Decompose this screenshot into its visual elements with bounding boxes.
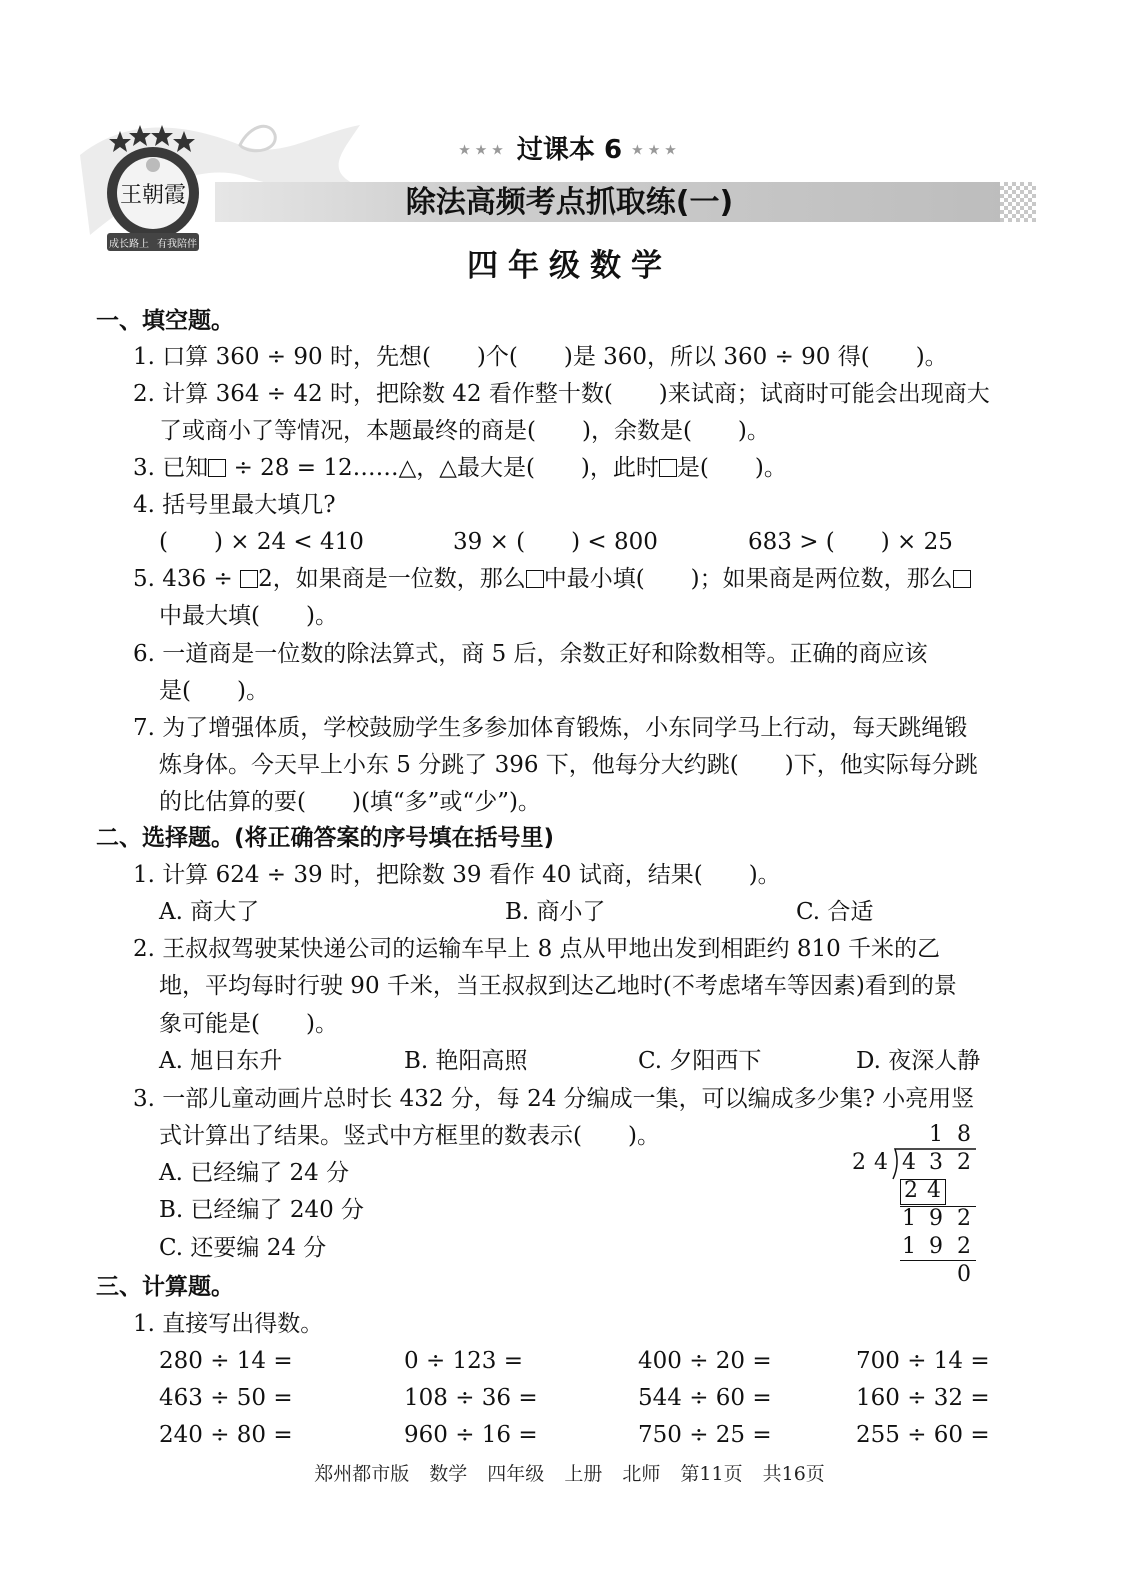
s2-question-2-line-1: 2. 王叔叔驾驶某快递公司的运输车早上 8 点从甲地出发到相距约 810 千米的乙: [133, 936, 941, 962]
long-division: [840, 1122, 990, 1292]
s1-question-4: 4. 括号里最大填几?: [133, 492, 336, 518]
calc-item: 160 ÷ 32 =: [856, 1385, 990, 1411]
logo-text: 王朝霞: [119, 182, 187, 207]
page-title: 除法高频考点抓取练(一): [405, 185, 734, 220]
s2-q2-option-a: A. 旭日东升: [159, 1048, 283, 1074]
dividend-digit: 4: [902, 1150, 916, 1175]
s1-question-7-line-1: 7. 为了增强体质，学校鼓励学生多参加体育锻炼，小东同学马上行动，每天跳绳锻: [133, 715, 968, 741]
s2-question-2-line-3: 象可能是( )。: [159, 1011, 338, 1037]
s2-q3-option-b: B. 已经编了 240 分: [159, 1197, 365, 1223]
star-icon: ★★★: [631, 142, 681, 159]
s2-q1-option-c: C. 合适: [796, 899, 874, 925]
s1-question-4-item-a: ( ) × 24 < 410: [159, 529, 364, 555]
s2-q2-option-d: D. 夜深人静: [856, 1048, 981, 1074]
dividend-digit: 3: [929, 1150, 943, 1175]
s2-q3-option-c: C. 还要编 24 分: [159, 1235, 327, 1261]
grade-subject: 四年级数学: [467, 248, 672, 284]
calc-item: 700 ÷ 14 =: [856, 1348, 990, 1374]
calc-item: 0 ÷ 123 =: [404, 1348, 524, 1374]
step-digit: 9: [929, 1206, 943, 1231]
series-label: ★★★ 过课本 6 ★★★: [458, 135, 681, 165]
blank-square-icon: [953, 570, 971, 588]
section-1-heading: 一、填空题。: [96, 308, 234, 334]
quotient-digit: 1: [929, 1122, 943, 1147]
star-icon: ★★★: [458, 142, 508, 159]
division-rule: [900, 1260, 976, 1261]
calc-item: 960 ÷ 16 =: [404, 1422, 538, 1448]
blank-square-icon: [526, 570, 544, 588]
blank-square-icon: [659, 459, 677, 477]
calc-item: 108 ÷ 36 =: [404, 1385, 538, 1411]
s1-question-5-line-2: 中最大填( )。: [159, 603, 338, 629]
s2-question-1: 1. 计算 624 ÷ 39 时，把除数 39 看作 40 试商，结果( )。: [133, 862, 781, 888]
s1-question-5-line-1: 5. 436 ÷ 2，如果商是一位数，那么 中最小填( )；如果商是两位数，那么: [133, 565, 971, 593]
s2-q2-option-c: C. 夕阳西下: [638, 1048, 762, 1074]
s1-question-4-item-c: 683 > ( ) × 25: [748, 529, 953, 555]
calc-item: 544 ÷ 60 =: [638, 1385, 772, 1411]
s2-q2-option-b: B. 艳阳高照: [404, 1048, 528, 1074]
step-digit: 2: [957, 1206, 971, 1231]
calc-item: 400 ÷ 20 =: [638, 1348, 772, 1374]
s1-question-2-line-1: 2. 计算 364 ÷ 42 时，把除数 42 看作整十数( )来试商；试商时可能会出现商大: [133, 381, 990, 407]
s1-question-7-line-3: 的比估算的要( )(填“多”或“少”)。: [159, 789, 541, 815]
step-digit: 2: [957, 1234, 971, 1259]
step-digit: 9: [929, 1234, 943, 1259]
step-digit: 2: [904, 1178, 918, 1203]
page-footer: 郑州都市版 数学 四年级 上册 北师 第11页 共16页: [314, 1463, 825, 1485]
calc-item: 255 ÷ 60 =: [856, 1422, 990, 1448]
s2-q1-option-b: B. 商小了: [505, 899, 606, 925]
svg-text:成长路上: 成长路上: [109, 239, 149, 250]
step-digit: 4: [927, 1178, 941, 1203]
s2-q1-option-a: A. 商大了: [159, 899, 260, 925]
s1-question-1: 1. 口算 360 ÷ 90 时，先想( )个( )是 360，所以 360 ÷ 90 得( )。: [133, 344, 948, 370]
blank-square-icon: [208, 459, 226, 477]
dividend-digit: 2: [957, 1150, 971, 1175]
divisor-digit: 4: [874, 1150, 888, 1175]
s1-question-2-line-2: 了或商小了等情况，本题最终的商是( )，余数是( )。: [159, 418, 770, 444]
divisor-digit: 2: [852, 1150, 866, 1175]
s1-question-6-line-2: 是( )。: [159, 678, 269, 704]
s1-question-3: 3. 已知 ÷ 28 = 12……△，△最大是( )，此时 是( )。: [133, 455, 787, 481]
s2-q3-option-a: A. 已经编了 24 分: [159, 1160, 350, 1186]
s2-question-3-line-1: 3. 一部儿童动画片总时长 432 分，每 24 分编成一集，可以编成多少集? 小亮用竖: [133, 1086, 975, 1112]
calc-item: 280 ÷ 14 =: [159, 1348, 293, 1374]
s2-question-2-line-2: 地，平均每时行驶 90 千米，当王叔叔到达乙地时(不考虑堵车等因素)看到的景: [159, 973, 957, 999]
s1-question-7-line-2: 炼身体。今天早上小东 5 分跳了 396 下，他每分大约跳( )下，他实际每分跳: [159, 752, 978, 778]
s3-question-1: 1. 直接写出得数。: [133, 1311, 324, 1337]
section-2-heading: 二、选择题。(将正确答案的序号填在括号里): [96, 825, 555, 851]
s1-question-6-line-1: 6. 一道商是一位数的除法算式，商 5 后，余数正好和除数相等。正确的商应该: [133, 641, 928, 667]
calc-item: 750 ÷ 25 =: [638, 1422, 772, 1448]
s1-question-4-item-b: 39 × ( ) < 800: [453, 529, 658, 555]
quotient-digit: 8: [957, 1122, 971, 1147]
blank-square-icon: [240, 570, 258, 588]
calc-item: 240 ÷ 80 =: [159, 1422, 293, 1448]
s2-question-3-line-2: 式计算出了结果。竖式中方框里的数表示( )。: [159, 1123, 660, 1149]
step-digit: 1: [902, 1234, 916, 1259]
svg-text:有我陪伴: 有我陪伴: [157, 239, 197, 250]
calc-item: 463 ÷ 50 =: [159, 1385, 293, 1411]
remainder-digit: 0: [957, 1262, 971, 1287]
section-3-heading: 三、计算题。: [96, 1274, 234, 1300]
step-digit: 1: [902, 1206, 916, 1231]
